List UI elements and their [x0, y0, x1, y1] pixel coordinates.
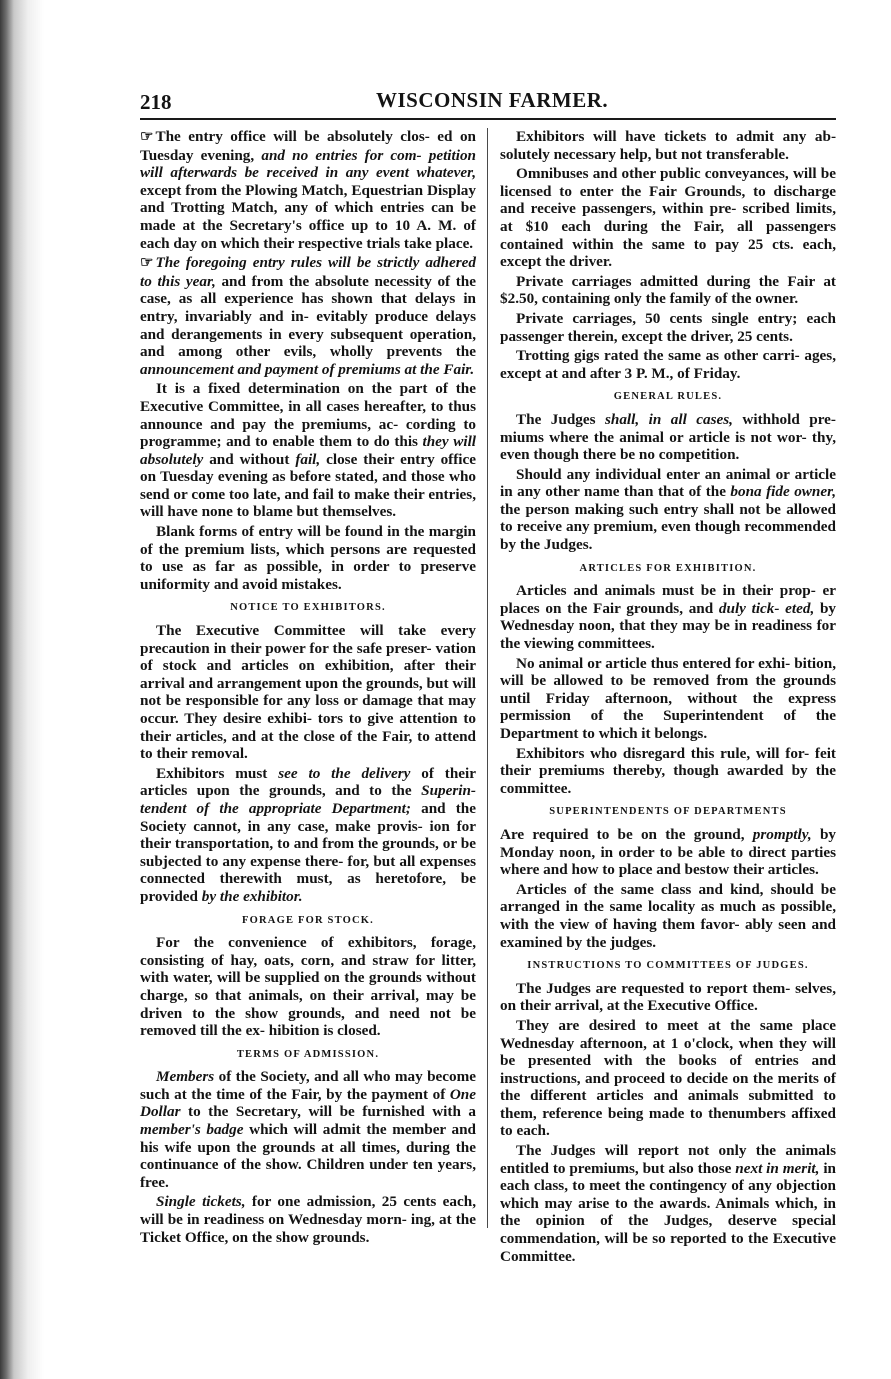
paragraph-help-tickets: Exhibitors will have tickets to admit any ab- solutely necessary help, but not transferable.	[500, 128, 836, 163]
text-columns	[140, 128, 836, 1268]
pointing-hand-icon: ☞	[140, 129, 154, 145]
page-header	[140, 84, 836, 120]
text-run: and without	[203, 450, 296, 468]
paragraph-determination	[140, 380, 476, 521]
paragraph-forage: For the convenience of exhibitors, forage, consisting of hay, oats, corn, and straw for litter, with water, will be supplied on the grounds without charge, so that animals, on their arrival, may be driven to the show grounds, and need not be removed till the ex- hibition is closed.	[140, 934, 476, 1040]
column-divider	[487, 128, 488, 1228]
paragraph-blank-forms: Blank forms of entry will be found in the margin of the premium lists, which persons are requested to use as far as possible, in order to preserve uniformity and avoid mistakes.	[140, 523, 476, 593]
text-run-italic: member's badge	[140, 1121, 244, 1139]
text-run: The entry office will be absolutely clos- ed on Tuesday evening,	[140, 128, 476, 164]
heading-superintendents: SUPERINTENDENTS OF DEPARTMENTS	[549, 806, 787, 818]
paragraph-no-removal: No animal or article thus entered for exhi- bition, will be allowed to be removed from the grounds until Friday afternoon, without the express permission of the Superintendent of the Department to which it belongs.	[500, 654, 836, 742]
text-run-italic: shall, in all cases,	[604, 410, 733, 428]
paragraph-private-carriages-entry: Private carriages, 50 cents single entry; each passenger therein, except the driver, 25 cents.	[500, 309, 836, 345]
paragraph-precaution: The Executive Committee will take every precaution in their power for the safe preser- vation of stock and articles on exhibition, after their arrival and arrangement upon the grounds, but will not be responsible for any loss or damage that may occur. They desire exhibi- tors to give attention to their articles, and at the close of the Fair, to attend to their removal.	[140, 622, 476, 763]
text-run: Should any individual enter an animal or article in any other name than that of the	[500, 465, 836, 501]
page-number: 218	[140, 90, 172, 114]
paragraph-members	[140, 1068, 476, 1191]
text-run: close their entry office on Tuesday evening as before stated, and those who send or come too late, and fail to make their entries, will have none to blame but themselves.	[140, 450, 476, 521]
left-column	[140, 128, 476, 1248]
text-run-italic: Single tickets,	[156, 1193, 246, 1211]
right-column	[500, 128, 836, 1267]
text-run: withhold pre- miums where the animal or article is not wor- thy, even though there be no competition.	[500, 410, 836, 464]
text-run: by Monday noon, in order to be able to direct parties where and how to place and bestow their articles.	[500, 825, 836, 879]
text-run: and from the absolute necessity of the case, as all experience has shown that delays in entry, invariably and in- evitably produce delays and derangements in every subsequent operation, and among other evils, wholly prevents the	[140, 272, 476, 361]
text-run: and the Society cannot, in any case, make provis- ion for their transportation, to and from the grounds, or be subjected to any expense there- for, but all expenses connected therewith must, as heretofore, be provided	[140, 799, 476, 905]
text-run: to the Secretary, will be furnished with a	[180, 1103, 476, 1121]
paragraph-judges-withhold	[500, 411, 836, 464]
text-run: The Judges	[516, 410, 605, 428]
text-run: Exhibitors must	[156, 764, 279, 782]
text-run-italic: see to the delivery	[278, 764, 411, 782]
text-run-italic: announcement and payment of premiums at the Fair.	[140, 360, 475, 378]
text-run: in each class, to meet the contingency of any objection which may arise to the awards. Animals which, in the opinion of the Judges, deserve special commendation, will be so reported to the Executive Committee.	[500, 1159, 836, 1265]
paragraph-judges-meet: They are desired to meet at the same place Wednesday afternoon, at 1 o'clock, when they will be presented with the books of entries and instructions, and proceed to decide on the merits of the different articles and animals submitted to them, reference being made to thenumbers affixed to each.	[500, 1016, 836, 1140]
paragraph-entry-office	[140, 128, 476, 252]
text-run: for one admission, 25 cents each, will be in readiness on Wednesday morn- ing, at the Ticket Office, on the show grounds.	[140, 1193, 477, 1246]
text-run-italic: and no entries for com- petition will afterwards be received in any event whatever,	[140, 146, 477, 182]
text-run: The Judges will report not only the animals entitled to premiums, but also those	[500, 1142, 836, 1177]
text-run-italic: next in merit,	[735, 1159, 820, 1177]
text-run-italic: One Dollar	[140, 1085, 476, 1121]
text-run-italic: bona fide owner,	[730, 483, 836, 501]
text-run-italic: Superin- tendent of the appropriate Department;	[140, 782, 476, 817]
heading-instructions-to-judges: INSTRUCTIONS TO COMMITTEES OF JUDGES.	[527, 960, 809, 972]
text-run: of their articles upon the grounds, and to the	[140, 764, 476, 800]
running-title: WISCONSIN FARMER.	[376, 88, 609, 112]
heading-general-rules: GENERAL RULES.	[613, 391, 723, 403]
text-run: which will admit the member and his wife upon the grounds at all times, during the continuance of the show. Children under ten years, free.	[140, 1121, 477, 1191]
heading-forage-for-stock: FORAGE FOR STOCK.	[242, 914, 374, 926]
text-run: the person making such entry shall not be allowed to receive any premium, even though recommended by the Judges.	[500, 500, 836, 554]
heading-articles-for-exhibition: ARTICLES FOR EXHIBITION.	[579, 562, 757, 574]
text-run-italic: they will absolutely	[140, 433, 477, 468]
paragraph-next-in-merit	[500, 1142, 836, 1265]
text-run: It is a fixed determination on the part of the Executive Committee, in all cases hereafter, to thus announce and pay the premiums, ac- cording to programme; and to enable them to do this	[140, 380, 476, 451]
paragraph-private-carriages: Private carriages admitted during the Fair at $2.50, containing only the family of the owner.	[500, 272, 836, 308]
text-run-italic: fail,	[295, 450, 321, 468]
pointing-hand-icon: ☞	[140, 255, 154, 272]
paragraph-trotting-gigs: Trotting gigs rated the same as other carri- ages, except at and after 3 P. M., of Friday.	[500, 347, 836, 382]
paragraph-superintendents-required	[500, 826, 836, 879]
heading-notice-to-exhibitors: NOTICE TO EXHIBITORS.	[230, 602, 386, 614]
paragraph-same-class: Articles of the same class and kind, should be arranged in the same locality as much as possible, with the view of having them favor- ably seen and examined by the judges.	[500, 880, 836, 951]
text-run: Are required to be on the ground,	[500, 825, 753, 843]
paragraph-articles-placement	[500, 582, 836, 652]
text-run-italic: promptly,	[752, 825, 812, 843]
text-run: except from the Plowing Match, Equestrian Display and Trotting Match, any of which entries can be made at the Secretary's office up to 10 A. M. of each day on which their respective trials take place.	[140, 181, 476, 252]
paragraph-forfeit: Exhibitors who disregard this rule, will for- feit their premiums thereby, though awarded by the committee.	[500, 744, 836, 797]
text-run: of the Society, and all who may become such at the time of the Fair, by the payment of	[140, 1068, 476, 1103]
paragraph-single-tickets	[140, 1193, 476, 1246]
heading-terms-of-admission: TERMS OF ADMISSION.	[236, 1048, 380, 1060]
text-run-italic: duly tick- eted,	[718, 599, 815, 617]
paragraph-entry-rules	[140, 254, 476, 378]
paragraph-omnibuses: Omnibuses and other public conveyances, will be licensed to enter the Fair Grounds, to discharge and receive passengers, within pre- scribed limits, at $10 each during the Fair, all passengers contained within the same to pay 25 cts. each, except the driver.	[500, 165, 836, 271]
text-run-italic: by the exhibitor.	[201, 887, 303, 905]
paragraph-delivery	[140, 765, 476, 906]
text-run-italic: Members	[156, 1068, 215, 1086]
paragraph-judges-report: The Judges are requested to report them- selves, on their arrival, at the Executive Office.	[500, 979, 836, 1015]
page	[140, 84, 836, 1265]
text-run-italic: The foregoing entry rules will be strictly adhered to this year,	[140, 254, 476, 290]
paragraph-bona-fide	[500, 466, 836, 554]
text-run: Articles and animals must be in their prop- er places on the Fair grounds, and	[500, 582, 836, 617]
scan-edge-shadow	[0, 0, 44, 1379]
text-run: by Wednesday noon, that they may be in readiness for the viewing committees.	[500, 599, 836, 653]
